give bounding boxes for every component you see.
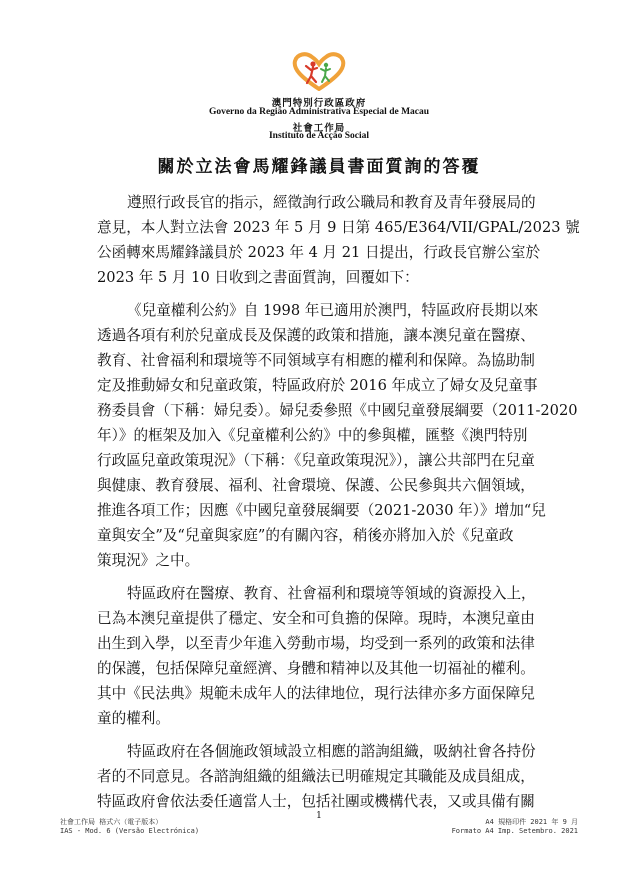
footer-form-zh: 社會工作局 格式六（電子版本） <box>60 818 163 826</box>
text-line: 童的權利。 <box>97 710 170 727</box>
text-line: 特區政府會依法委任適當人士，包括社團或機構代表，又或具備有關 <box>97 793 535 810</box>
text-line: 已為本澳兒童提供了穩定、安全和可負擔的保障。現時，本澳兒童由 <box>97 610 535 627</box>
text-line: 與健康、教育發展、福利、社會環境、保護、公民參與共六個領域， <box>97 477 535 494</box>
text-line: 行政區兒童政策現況》（下稱：《兒童政策現況》），讓公共部門在兒童 <box>97 452 535 469</box>
institute-name-zh: 社會工作局 <box>292 123 346 134</box>
text-line: 定及推動婦女和兒童政策，特區政府於 2016 年成立了婦女及兒童事 <box>97 377 538 394</box>
paragraph-4 <box>97 739 539 814</box>
ias-logo-icon <box>291 51 347 91</box>
text-line: 出生到入學，以至青少年進入勞動市場，均受到一系列的政策和法律 <box>97 635 535 652</box>
text-line: 務委員會（下稱：婦兒委）。婦兒委參照《中國兒童發展綱要（2011-2020 <box>97 402 578 419</box>
paragraph-1 <box>97 190 580 290</box>
government-name-zh: 澳門特別行政區政府 <box>271 98 367 109</box>
text-line: 特區政府在醫療、教育、社會福利和環境等領域的資源投入上， <box>127 585 536 602</box>
text-line: 年）》的框架及加入《兒童權利公約》中的參與權，匯整《澳門特別 <box>97 427 528 444</box>
page-number: 1 <box>316 811 322 821</box>
footer-form-pt: IAS - Mod. 6 (Versão Electrónica) <box>60 827 200 835</box>
footer-format-pt: Formato A4 Imp. Setembro. 2021 <box>451 827 578 835</box>
text-line: 《兒童權利公約》自 1998 年已適用於澳門，特區政府長期以來 <box>127 302 539 319</box>
institute-name-pt: Instituto de Acção Social <box>268 131 369 141</box>
text-line: 策現況》之中。 <box>97 552 200 569</box>
text-line: 遵照行政長官的指示，經徵詢行政公職局和教育及青年發展局的 <box>127 194 536 211</box>
text-line: 者的不同意見。各諮詢組織的組織法已明確規定其職能及成員組成， <box>97 768 535 785</box>
text-line: 的保護，包括保障兒童經濟、身體和精神以及其他一切福祉的權利。 <box>97 660 535 677</box>
document-body <box>97 190 580 814</box>
paragraph-2 <box>97 298 578 573</box>
text-line: 推進各項工作；因應《中國兒童發展綱要（2021-2030 年）》增加“兒 <box>97 502 546 519</box>
document-title: 關於立法會馬耀鋒議員書面質詢的答覆 <box>157 157 481 177</box>
text-line: 2023 年 5 月 10 日收到之書面質詢，回覆如下： <box>97 269 419 286</box>
paragraph-3 <box>97 581 539 731</box>
text-line: 其中《民法典》規範未成年人的法律地位，現行法律亦多方面保障兒 <box>97 685 535 702</box>
text-line: 教育、社會福利和環境等不同領域享有相應的權利和保障。為協助制 <box>97 352 535 369</box>
text-line: 透過各項有利於兒童成長及保護的政策和措施，讓本澳兒童在醫療、 <box>97 327 535 344</box>
text-line: 意見，本人對立法會 2023 年 5 月 9 日第 465/E364/VII/GPAL/2023 號 <box>97 219 580 236</box>
text-line: 特區政府在各個施政領域設立相應的諮詢組織，吸納社會各持份 <box>127 743 536 760</box>
text-line: 公函轉來馬耀鋒議員於 2023 年 4 月 21 日提出，行政長官辦公室於 <box>97 244 541 261</box>
text-line: 童與安全”及“兒童與家庭”的有關內容，稍後亦將加入於《兒童政 <box>97 527 514 544</box>
government-name-pt: Governo da Região Administrativa Especial de Macau <box>208 107 430 117</box>
footer-format-zh: A4 規格印件 2021 年 9 月 <box>485 818 578 826</box>
